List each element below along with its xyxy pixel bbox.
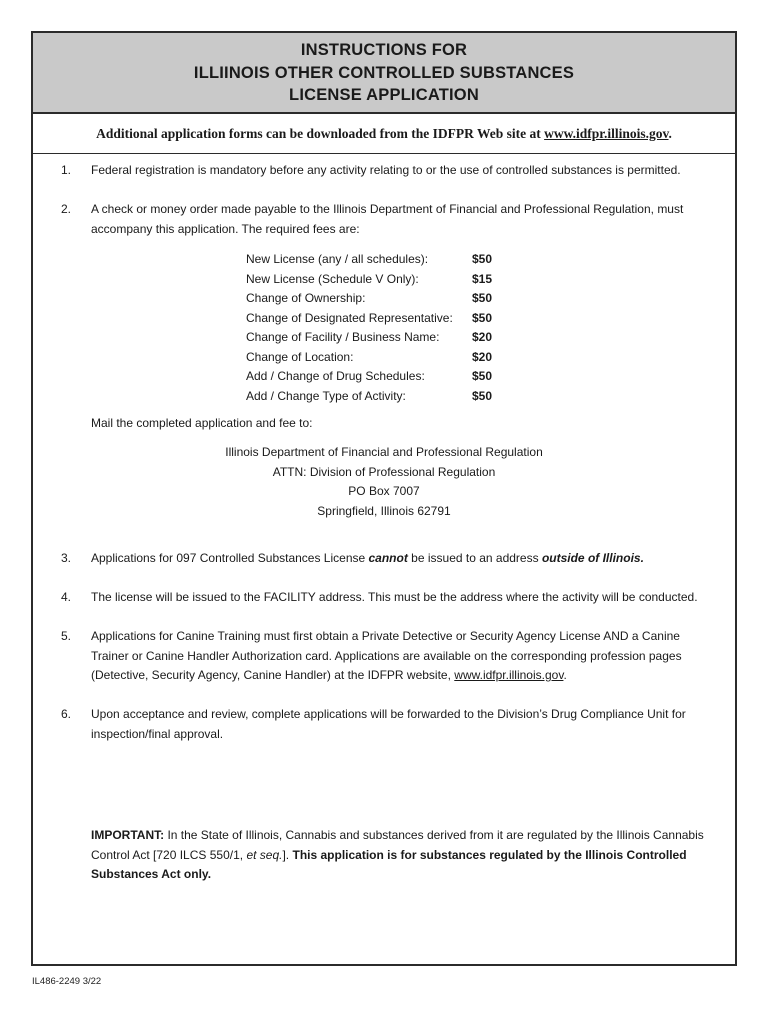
form-frame <box>31 31 737 966</box>
fee-label: Change of Designated Representative: <box>246 310 453 325</box>
fee-row <box>246 328 506 348</box>
et-seq: et seq. <box>246 847 283 862</box>
title-line-1: INSTRUCTIONS FOR <box>300 41 468 59</box>
fee-amount: $15 <box>472 271 493 286</box>
fee-label: Add / Change Type of Activity: <box>246 388 406 403</box>
item-text-end: . <box>563 668 567 682</box>
fee-row <box>246 270 506 290</box>
item-number: 1. <box>61 163 72 177</box>
item-number: 5. <box>61 629 72 643</box>
item-text-body: Applications for Canine Training must first obtain a Private Detective or Security Agency License AND a Canine Trainer or Canine Handler Authorization card. Applications are available on the corresponding profession pages (Detective, Security Agency, Canine Handler) at the IDFPR website, <box>91 629 682 682</box>
download-note-end: . <box>668 126 672 141</box>
important-bold-statement: This application is for substances regulated by the Illinois Controlled Substances Act only. <box>91 847 687 881</box>
fee-label: Change of Facility / Business Name: <box>246 330 440 344</box>
fee-row <box>246 309 506 329</box>
item-text: Upon acceptance and review, complete applications will be forwarded to the Division’s Drug Compliance Unit for inspection/final approval. <box>91 707 686 741</box>
emphasis-outside-illinois: outside of Illinois. <box>541 551 644 565</box>
fee-label: New License (Schedule V Only): <box>246 271 419 286</box>
download-note-text: Additional application forms can be downloaded from the IDFPR Web site at <box>96 126 545 141</box>
item-number: 2. <box>61 202 72 216</box>
item-text <box>91 549 711 569</box>
important-note <box>91 826 711 885</box>
download-note <box>33 114 735 154</box>
fee-row <box>246 289 506 309</box>
fee-label: Add / Change of Drug Schedules: <box>246 369 425 383</box>
important-label: IMPORTANT: <box>91 828 165 842</box>
fee-row <box>246 367 506 387</box>
idfpr-website-link[interactable]: www.idfpr.illinois.gov <box>544 126 669 141</box>
title-line-3: LICENSE APPLICATION <box>289 86 479 104</box>
address-line-4: Springfield, Illinois 62791 <box>317 503 451 518</box>
fee-amount: $50 <box>472 310 493 325</box>
mail-intro: Mail the completed application and fee to: <box>91 416 313 430</box>
fee-row <box>246 348 506 368</box>
address-line-3: PO Box 7007 <box>348 484 420 498</box>
fee-amount: $50 <box>472 388 493 403</box>
item-text-start: Applications for 097 Controlled Substances License <box>91 551 369 565</box>
mailing-address <box>33 443 735 521</box>
fee-row <box>246 387 506 407</box>
item-number: 6. <box>61 707 72 721</box>
fee-label: New License (any / all schedules): <box>246 252 429 266</box>
item-text: Federal registration is mandatory before any activity relating to or the use of controlled substances is permitted. <box>91 163 681 177</box>
fee-amount: $20 <box>472 330 493 344</box>
item-number: 3. <box>61 551 72 565</box>
item-text: The license will be issued to the FACILITY address. This must be the address where the activity will be conducted. <box>91 590 698 604</box>
fee-amount: $50 <box>472 252 493 266</box>
fee-row <box>246 250 506 270</box>
fee-table <box>246 250 506 406</box>
item-number: 4. <box>61 590 72 604</box>
important-text-1: In the State of Illinois, Cannabis and substances derived from it are regulated by the Illinois Cannabis Control Act [720 ILCS 550/1, <box>91 828 704 862</box>
item-text <box>91 627 711 686</box>
address-line-1: Illinois Department of Financial and Professional Regulation <box>225 445 543 459</box>
fee-label: Change of Ownership: <box>246 291 366 305</box>
fee-amount: $20 <box>472 349 493 364</box>
address-line-2: ATTN: Division of Professional Regulation <box>272 464 496 479</box>
idfpr-website-link[interactable]: www.idfpr.illinois.gov <box>454 668 564 682</box>
important-text-2: ]. <box>282 847 293 862</box>
fee-amount: $50 <box>472 369 493 383</box>
fee-label: Change of Location: <box>246 349 354 364</box>
form-code: IL486-2249 3/22 <box>32 976 102 987</box>
fee-amount: $50 <box>472 291 493 305</box>
page-title <box>33 33 735 114</box>
title-line-2: ILLIINOIS OTHER CONTROLLED SUBSTANCES <box>193 63 575 82</box>
emphasis-cannot: cannot <box>368 551 408 565</box>
item-text-middle: be issued to an address <box>407 551 542 565</box>
item-text: A check or money order made payable to the Illinois Department of Financial and Professional Regulation, must accompany this application. The required fees are: <box>91 202 684 236</box>
